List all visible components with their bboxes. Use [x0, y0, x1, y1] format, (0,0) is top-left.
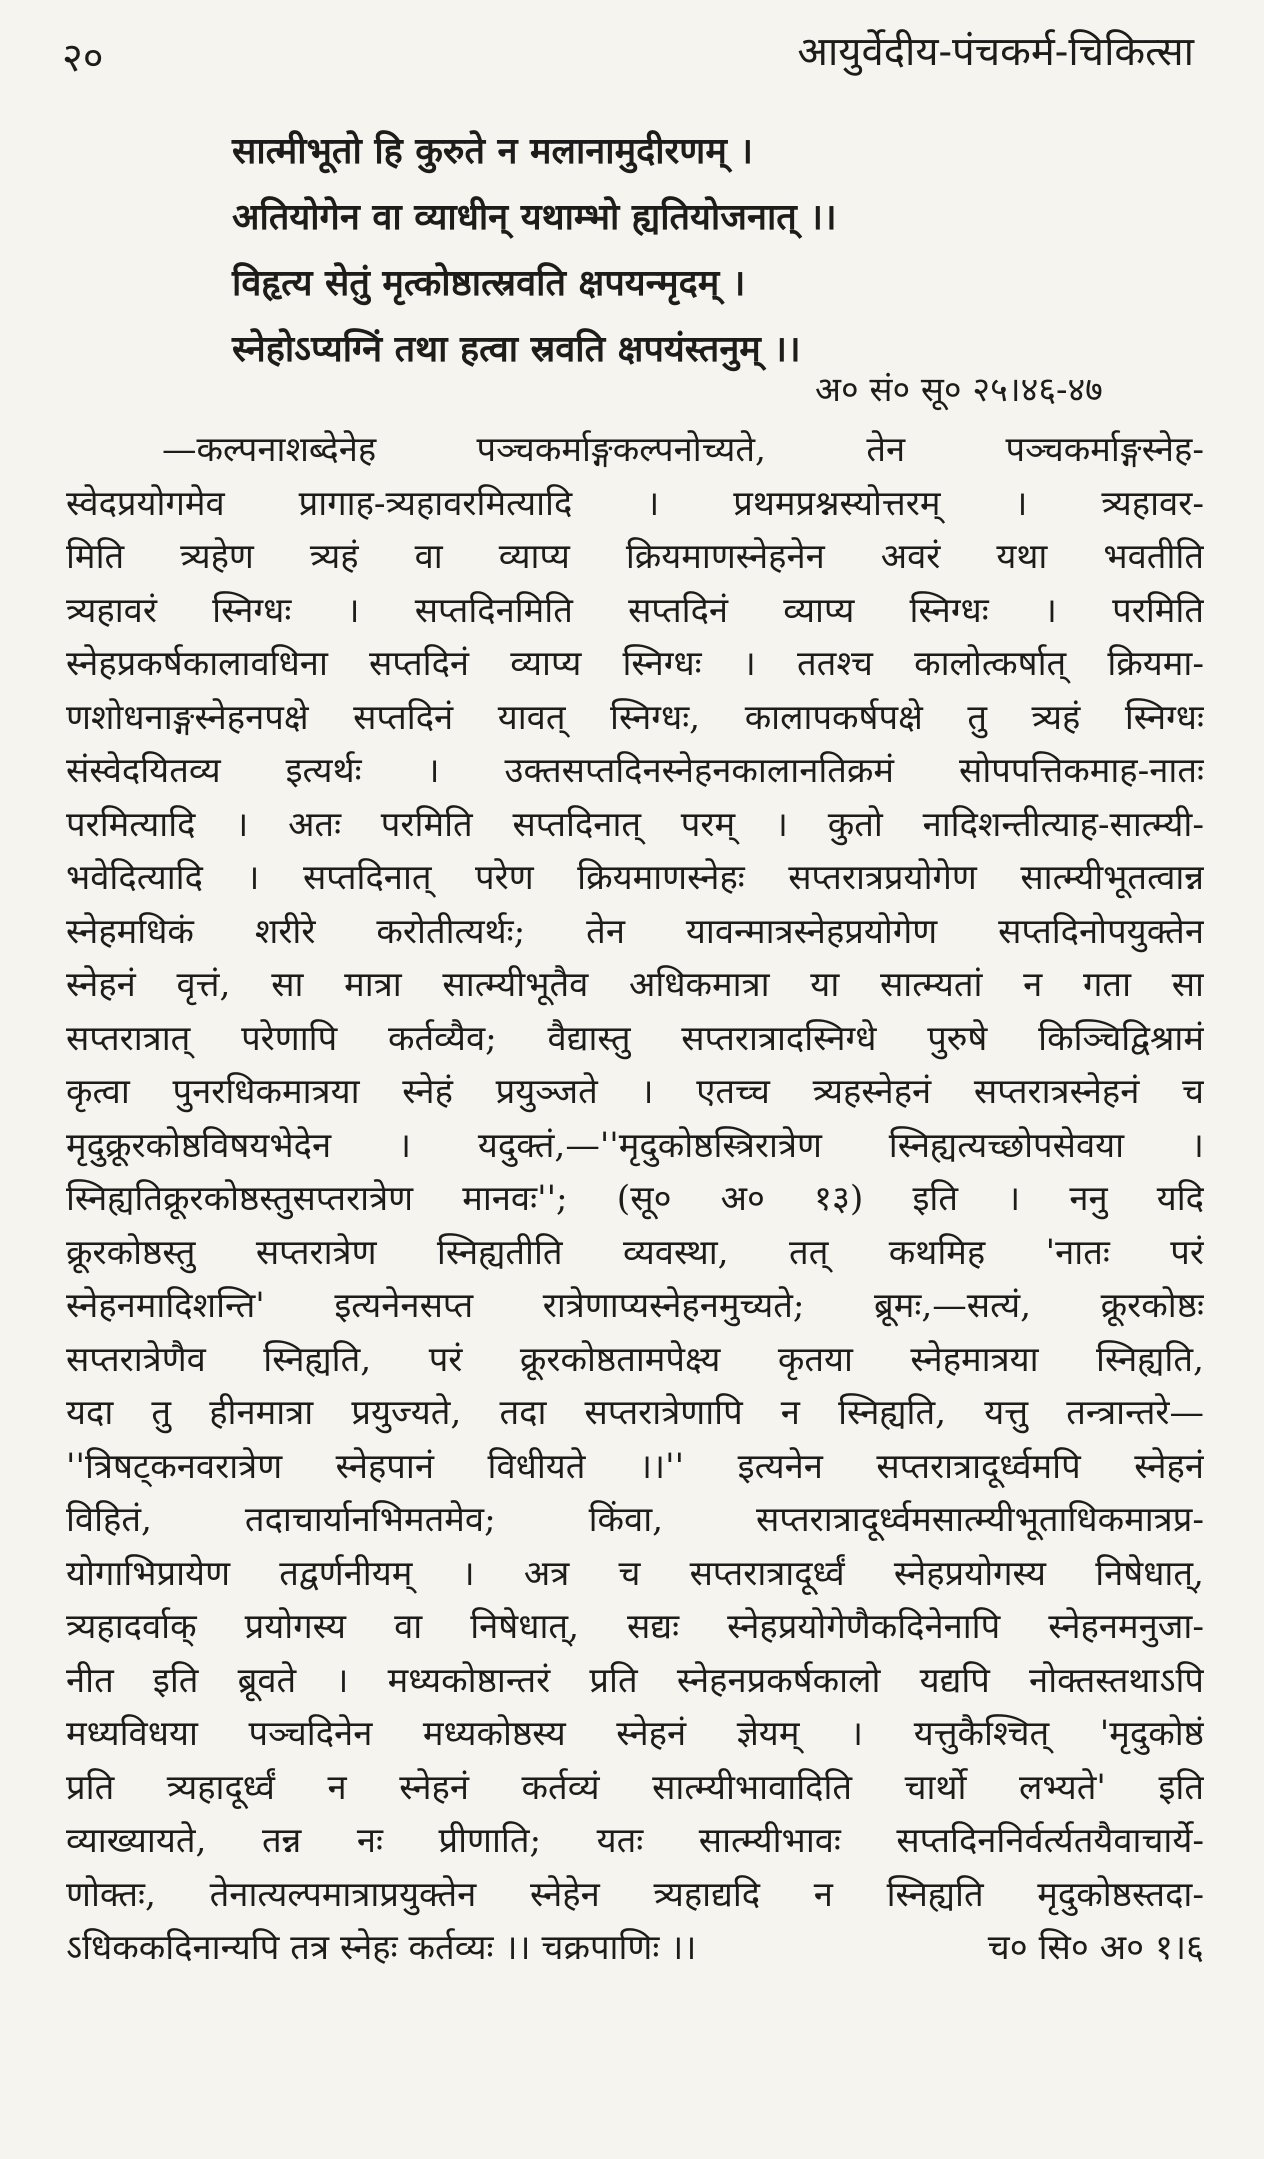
verse-line: स्नेहोऽप्यग्निं तथा हत्वा स्रवति क्षपयंस्तनुम् ।।	[232, 328, 801, 370]
commentary-line: स्नेहमधिकं शरीरे करोतीत्यर्थः; तेन यावन्मात्रस्नेहप्रयोगेण सप्तदिनोपयुक्तेन	[66, 911, 1204, 952]
commentary-line: णशोधनाङ्गस्नेहनपक्षे सप्तदिनं यावत् स्निग्धः, कालापकर्षपक्षे तु त्र्यहं स्निग्धः	[66, 697, 1204, 738]
commentary-line: सप्तरात्रात् परेणापि कर्तव्यैव; वैद्यास्तु सप्तरात्रादस्निग्धे पुरुषे किञ्चिद्विश्रामं	[66, 1018, 1204, 1059]
verse-reference: अ० सं० सू० २५।४६-४७	[815, 370, 1103, 410]
commentary-line: मृदुक्रूरकोष्ठविषयभेदेन । यदुक्तं,—''मृदुकोष्ठस्त्रिरात्रेण स्निह्यत्यच्छोपसेवया ।	[66, 1125, 1204, 1166]
commentary-line: योगाभिप्रायेण तद्वर्णनीयम् । अत्र च सप्तरात्रादूर्ध्वं स्नेहप्रयोगस्य निषेधात्,	[66, 1553, 1204, 1594]
commentary-line: त्र्यहादर्वाक् प्रयोगस्य वा निषेधात्, सद्यः स्नेहप्रयोगेणैकदिनेनापि स्नेहनमनुजा-	[66, 1607, 1204, 1647]
commentary-line: क्रूरकोष्ठस्तु सप्तरात्रेण स्निह्यतीति व्यवस्था, तत् कथमिह 'नातः परं	[66, 1232, 1204, 1273]
verse-line: अतियोगेन वा व्याधीन् यथाम्भो ह्यतियोजनात् ।।	[232, 196, 837, 238]
verse-line: विहृत्य सेतुं मृत्कोष्ठात्स्रवति क्षपयन्मृदम् ।	[232, 262, 746, 304]
running-title: आयुर्वेदीय-पंचकर्म-चिकित्सा	[797, 29, 1194, 75]
verse-block	[232, 118, 1192, 382]
commentary-line: प्रति त्र्यहादूर्ध्वं न स्नेहनं कर्तव्यं सात्म्यीभावादिति चार्थो लभ्यते' इति	[66, 1767, 1204, 1808]
commentary-line: विहितं, तदाचार्यानभिमतमेव; किंवा, सप्तरात्रादूर्ध्वमसात्म्यीभूताधिकमात्रप्र-	[66, 1500, 1204, 1540]
commentary-line: स्नेहप्रकर्षकालावधिना सप्तदिनं व्याप्य स्निग्धः । ततश्च कालोत्कर्षात् क्रियमा-	[66, 644, 1204, 684]
commentary-line: कृत्वा पुनरधिकमात्रया स्नेहं प्रयुञ्जते । एतच्च त्र्यहस्नेहनं सप्तरात्रस्नेहनं च	[66, 1072, 1204, 1112]
commentary-line: —कल्पनाशब्देनेह पञ्चकर्माङ्गकल्पनोच्यते, तेन पञ्चकर्माङ्गस्नेह-	[162, 430, 1204, 470]
commentary-line: संस्वेदयितव्य इत्यर्थः । उक्तसप्तदिनस्नेहनकालानतिक्रमं सोपपत्तिकमाह-नातः	[66, 751, 1204, 791]
commentary-line: मिति त्र्यहेण त्र्यहं वा व्याप्य क्रियमाणस्नेहनेन अवरं यथा भवतीति	[66, 537, 1204, 577]
commentary-line: स्वेदप्रयोगमेव प्रागाह-त्र्यहावरमित्यादि । प्रथमप्रश्नस्योत्तरम् । त्र्यहावर-	[66, 483, 1204, 524]
commentary-line: स्निह्यतिक्रूरकोष्ठस्तुसप्तरात्रेण मानवः''; (सू० अ० १३) इति । ननु यदि	[66, 1179, 1204, 1219]
commentary-line: सप्तरात्रेणैव स्निह्यति, परं क्रूरकोष्ठतामपेक्ष्य कृतया स्नेहमात्रया स्निह्यति,	[66, 1339, 1204, 1380]
source-reference: च० सि० अ० १।६	[987, 1928, 1204, 1968]
verse-line: सात्मीभूतो हि कुरुते न मलानामुदीरणम् ।	[232, 130, 754, 172]
commentary-line: नीत इति ब्रूवते । मध्यकोष्ठान्तरं प्रति स्नेहनप्रकर्षकालो यद्यपि नोक्तस्तथाऽपि	[66, 1660, 1204, 1701]
commentary-line: ''त्रिषट्कनवरात्रेण स्नेहपानं विधीयते ।।'' इत्यनेन सप्तरात्रादूर्ध्वमपि स्नेहनं	[66, 1446, 1204, 1487]
commentary-final-text: ऽधिककदिनान्यपि तत्र स्नेहः कर्तव्यः ।। चक्रपाणिः ।।	[66, 1928, 697, 1968]
commentary-line: यदा तु हीनमात्रा प्रयुज्यते, तदा सप्तरात्रेणापि न स्निह्यति, यत्तु तन्त्रान्तरे—	[66, 1393, 1204, 1433]
commentary-line: व्याख्यायते, तन्न नः प्रीणाति; यतः सात्म्यीभावः सप्तदिननिर्वर्त्यतयैवाचार्ये-	[66, 1821, 1204, 1861]
page-number: २०	[62, 35, 104, 81]
commentary	[66, 424, 1204, 1976]
commentary-line: णोक्तः, तेनात्यल्पमात्राप्रयुक्तेन स्नेहेन त्र्यहाद्यदि न स्निह्यति मृदुकोष्ठस्तदा-	[66, 1874, 1204, 1915]
commentary-line: स्नेहनं वृत्तं, सा मात्रा सात्म्यीभूतैव अधिकमात्रा या सात्म्यतां न गता सा	[66, 965, 1204, 1005]
commentary-line: त्र्यहावरं स्निग्धः । सप्तदिनमिति सप्तदिनं व्याप्य स्निग्धः । परमिति	[66, 590, 1204, 631]
commentary-final-line	[66, 1922, 1204, 1976]
commentary-line: भवेदित्यादि । सप्तदिनात् परेण क्रियमाणस्नेहः सप्तरात्रप्रयोगेण सात्म्यीभूतत्वान्न	[66, 858, 1204, 898]
commentary-line: मध्यविधया पञ्चदिनेन मध्यकोष्ठस्य स्नेहनं ज्ञेयम् । यत्तुकैश्चित् 'मृदुकोष्ठं	[66, 1714, 1204, 1754]
commentary-line: स्नेहनमादिशन्ति' इत्यनेनसप्त रात्रेणाप्यस्नेहनमुच्यते; ब्रूमः,—सत्यं, क्रूरकोष्ठः	[66, 1286, 1204, 1326]
commentary-line: परमित्यादि । अतः परमिति सप्तदिनात् परम् । कुतो नादिशन्तीत्याह-सात्म्यी-	[66, 804, 1204, 845]
